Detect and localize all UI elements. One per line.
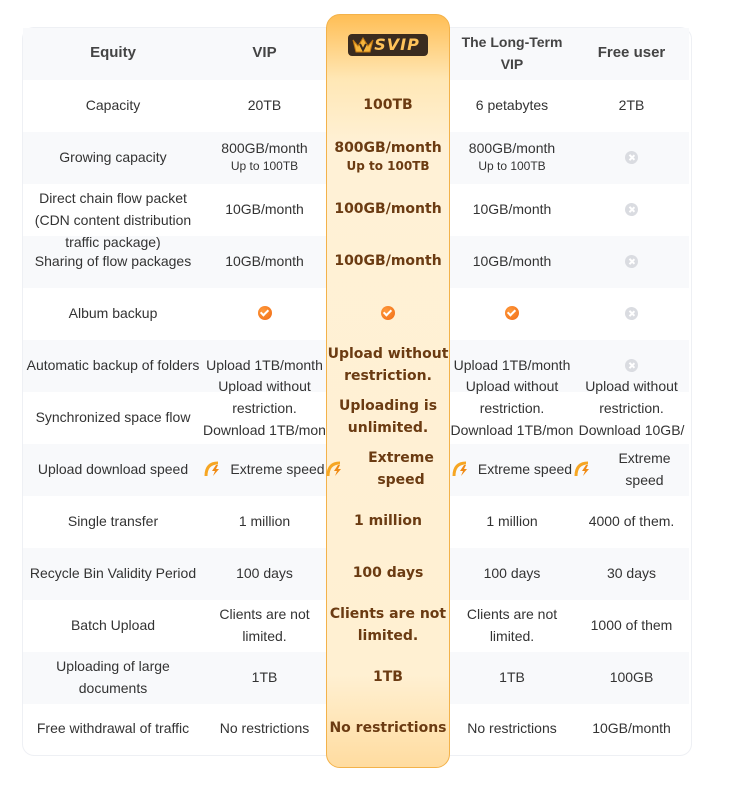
lightning-speed-icon	[452, 460, 472, 478]
row-label: Sharing of flow packages	[34, 253, 192, 269]
long-term-vip-value: 10GB/month	[472, 253, 552, 269]
table-row	[23, 131, 689, 183]
vip-value: No restrictions	[219, 720, 310, 736]
vip-value-sub: Up to 100TB	[230, 159, 299, 173]
row-label: Uploading of large documents	[56, 658, 170, 696]
table-row	[23, 599, 689, 651]
check-circle-icon	[258, 306, 272, 320]
table-row	[23, 443, 689, 495]
vip-value: Clients are not limited.	[219, 606, 310, 644]
svip-value-main: 800GB/month	[334, 140, 442, 156]
svip-value	[326, 131, 450, 183]
vip-value	[203, 287, 326, 339]
lightning-speed-icon	[204, 460, 224, 478]
long-term-vip-value: 1 million	[486, 513, 538, 529]
free-user-value: 10GB/month	[592, 720, 671, 736]
row-label: Single transfer	[67, 513, 159, 529]
long-term-vip-value: 6 petabytes	[475, 97, 549, 113]
cross-circle-icon	[625, 151, 638, 164]
long-term-vip-value	[450, 443, 574, 495]
svip-value	[326, 287, 450, 339]
svip-value: 1 million	[354, 513, 422, 529]
svip-value: 100GB/month	[334, 253, 442, 269]
row-label: Batch Upload	[70, 617, 156, 633]
vip-value: 10GB/month	[225, 253, 304, 269]
long-term-vip-value: 100 days	[483, 565, 541, 581]
table-row	[23, 183, 689, 235]
cross-circle-icon	[625, 255, 638, 268]
free-user-value	[574, 443, 689, 495]
header-svip	[326, 19, 450, 71]
header-row	[23, 27, 689, 79]
header-long-term-vip: The Long-Term VIP	[461, 34, 563, 72]
cross-circle-icon	[625, 203, 638, 216]
crown-icon	[352, 36, 374, 54]
free-user-value	[574, 183, 689, 235]
svip-value: 100TB	[363, 97, 413, 113]
table-row	[23, 651, 689, 703]
long-term-vip-value: 10GB/month	[472, 201, 552, 217]
free-user-value	[574, 287, 689, 339]
svip-value	[326, 443, 450, 495]
vip-value-text: Extreme speed	[230, 461, 325, 477]
row-label: Recycle Bin Validity Period	[29, 565, 197, 581]
row-label: Free withdrawal of traffic	[36, 720, 190, 736]
vip-value: 20TB	[247, 97, 282, 113]
table-row	[23, 495, 689, 547]
svip-value: 100GB/month	[334, 201, 442, 217]
header-vip: VIP	[252, 44, 277, 61]
table-row	[23, 378, 689, 443]
free-user-value: 100GB	[609, 669, 654, 685]
svip-value: Clients are not limited.	[329, 606, 447, 644]
free-user-value: 1000 of them	[590, 617, 673, 633]
cross-circle-icon	[625, 359, 638, 372]
table-row	[23, 287, 689, 339]
free-user-value: Upload without restriction. Download 10GB/	[578, 378, 685, 438]
check-circle-icon	[381, 306, 395, 320]
long-term-vip-value	[450, 131, 574, 183]
svip-value: Uploading is unlimited.	[338, 398, 438, 436]
vip-value: Upload without restriction. Download 1TB/mon	[203, 378, 326, 438]
vip-value-main: 800GB/month	[221, 140, 308, 156]
svip-value-sub: Up to 100TB	[346, 159, 430, 173]
vip-value	[203, 443, 326, 495]
free-user-value: 30 days	[606, 565, 657, 581]
lightning-speed-icon	[574, 460, 594, 478]
row-label: Automatic backup of folders	[26, 357, 200, 373]
row-label: Upload download speed	[37, 461, 189, 477]
svip-badge	[348, 34, 428, 56]
vip-value: 10GB/month	[225, 201, 304, 217]
table-row	[23, 547, 689, 599]
free-user-value: 2TB	[618, 97, 645, 113]
header-free-user: Free user	[597, 44, 666, 61]
long-term-vip-value-main: 800GB/month	[468, 140, 556, 156]
vip-value: 1 million	[238, 513, 291, 529]
long-term-vip-value-text: Extreme speed	[477, 461, 573, 477]
svip-value-text: Extreme speed	[368, 450, 434, 488]
check-circle-icon	[505, 306, 519, 320]
svip-value: 1TB	[373, 669, 403, 685]
vip-value	[203, 131, 326, 183]
svip-value: 100 days	[352, 565, 424, 581]
row-label: Direct chain flow packet (CDN content distribution	[34, 190, 192, 228]
vip-value: 100 days	[236, 565, 293, 581]
row-label: Capacity	[85, 97, 141, 113]
free-user-value: 4000 of them.	[588, 513, 675, 529]
free-user-value-text: Extreme speed	[618, 450, 671, 488]
long-term-vip-value: 1TB	[499, 669, 525, 685]
long-term-vip-value: Upload 1TB/month	[453, 357, 571, 373]
table-row	[23, 235, 689, 287]
free-user-value	[574, 131, 689, 183]
free-user-value	[574, 235, 689, 287]
vip-value: 1TB	[251, 669, 278, 685]
row-label: Album backup	[68, 305, 158, 321]
long-term-vip-value: Upload without restriction. Download 1TB/mon	[450, 378, 574, 438]
long-term-vip-value: Clients are not limited.	[466, 606, 558, 644]
svip-badge-label: SVIP	[374, 35, 420, 54]
table-row	[23, 702, 689, 754]
long-term-vip-value: No restrictions	[467, 720, 557, 736]
svip-value: No restrictions	[329, 720, 447, 736]
vip-value: Upload 1TB/month	[206, 357, 323, 373]
row-label: Synchronized space flow	[35, 409, 191, 425]
row-label: Growing capacity	[59, 149, 167, 165]
header-equity: Equity	[90, 44, 136, 61]
svip-value: Upload without restriction.	[327, 346, 449, 384]
cross-circle-icon	[625, 307, 638, 320]
long-term-vip-value-sub: Up to 100TB	[478, 159, 546, 173]
long-term-vip-value	[450, 287, 574, 339]
lightning-speed-icon	[326, 460, 346, 478]
table-row	[23, 79, 689, 131]
